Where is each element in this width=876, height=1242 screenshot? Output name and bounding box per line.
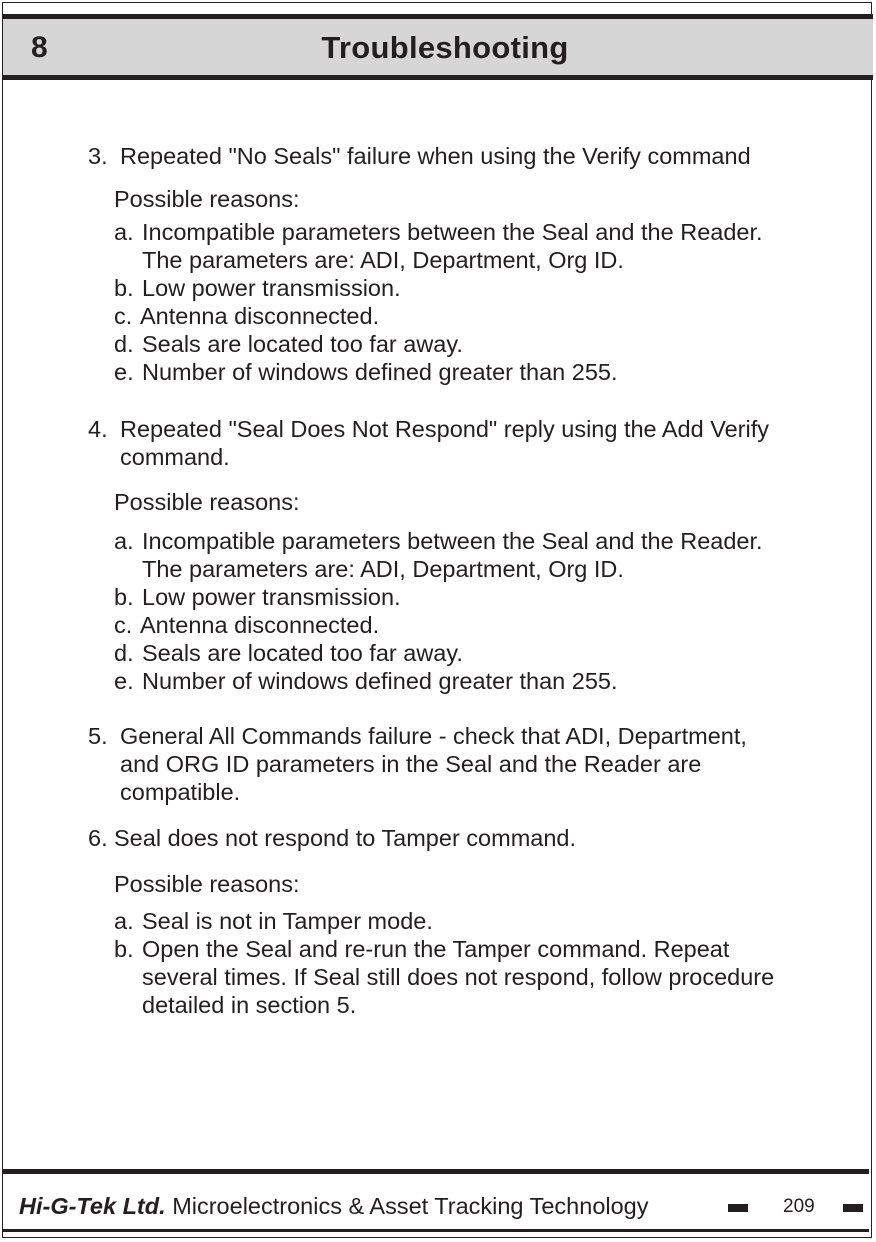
reason-text: The parameters are: ADI, Department, Org ID. xyxy=(142,556,624,582)
reason-text: Number of windows defined greater than 255. xyxy=(142,668,618,694)
reason-text: Incompatible parameters between the Seal and the Reader. xyxy=(142,528,763,554)
reason-text: several times. If Seal still does not respond, follow procedure xyxy=(142,964,775,990)
footer xyxy=(19,1192,649,1220)
company-tagline: Microelectronics & Asset Tracking Technology xyxy=(172,1193,649,1219)
reason-letter: c. xyxy=(114,303,133,329)
reason-letter: b. xyxy=(114,936,134,962)
footer-rule xyxy=(3,1169,869,1174)
reason-letter: d. xyxy=(114,331,134,357)
item-number: 6. xyxy=(88,825,108,851)
reasons-label: Possible reasons: xyxy=(114,871,300,897)
reason-text: Number of windows defined greater than 255. xyxy=(142,359,618,385)
chapter-number: 8 xyxy=(31,31,48,64)
item-number: 5. xyxy=(88,723,108,749)
footer-bottom-rule xyxy=(3,1229,869,1232)
page-marker-right xyxy=(843,1204,863,1212)
reason-letter: b. xyxy=(114,275,134,301)
reason-text: detailed in section 5. xyxy=(142,992,357,1018)
page-marker-left xyxy=(728,1204,748,1212)
reason-text: Seal is not in Tamper mode. xyxy=(142,908,433,934)
page-number: 209 xyxy=(783,1196,815,1217)
reason-letter: d. xyxy=(114,640,134,666)
reason-text: Open the Seal and re-run the Tamper command. Repeat xyxy=(142,936,730,962)
item-heading: command. xyxy=(120,444,230,470)
reason-letter: e. xyxy=(114,359,134,385)
reason-text: Antenna disconnected. xyxy=(140,612,380,638)
reason-text: Incompatible parameters between the Seal and the Reader. xyxy=(142,219,763,245)
reason-letter: a. xyxy=(114,219,134,245)
item-heading: Repeated "Seal Does Not Respond" reply using the Add Verify xyxy=(120,416,769,442)
reason-text: Seals are located too far away. xyxy=(142,331,463,357)
reason-letter: b. xyxy=(114,584,134,610)
reason-text: Seals are located too far away. xyxy=(142,640,463,666)
reason-letter: c. xyxy=(114,612,133,638)
page-title: Troubleshooting xyxy=(321,30,569,65)
reason-text: Antenna disconnected. xyxy=(140,303,380,329)
item-heading: compatible. xyxy=(120,779,241,805)
item-heading: Seal does not respond to Tamper command. xyxy=(114,825,577,851)
item-heading: General All Commands failure - check that ADI, Department, xyxy=(120,723,747,749)
item-number: 4. xyxy=(88,416,108,442)
reason-letter: a. xyxy=(114,528,134,554)
reasons-label: Possible reasons: xyxy=(114,489,300,515)
item-heading: and ORG ID parameters in the Seal and the Reader are xyxy=(120,751,702,777)
item-number: 3. xyxy=(88,143,108,169)
reason-letter: e. xyxy=(114,668,134,694)
reason-letter: a. xyxy=(114,908,134,934)
item-heading: Repeated "No Seals" failure when using the Verify command xyxy=(120,143,751,169)
reason-text: The parameters are: ADI, Department, Org ID. xyxy=(142,247,624,273)
reason-text: Low power transmission. xyxy=(142,275,401,301)
company-name: Hi-G-Tek Ltd. xyxy=(19,1193,166,1219)
reasons-label: Possible reasons: xyxy=(114,186,300,212)
reason-text: Low power transmission. xyxy=(142,584,401,610)
